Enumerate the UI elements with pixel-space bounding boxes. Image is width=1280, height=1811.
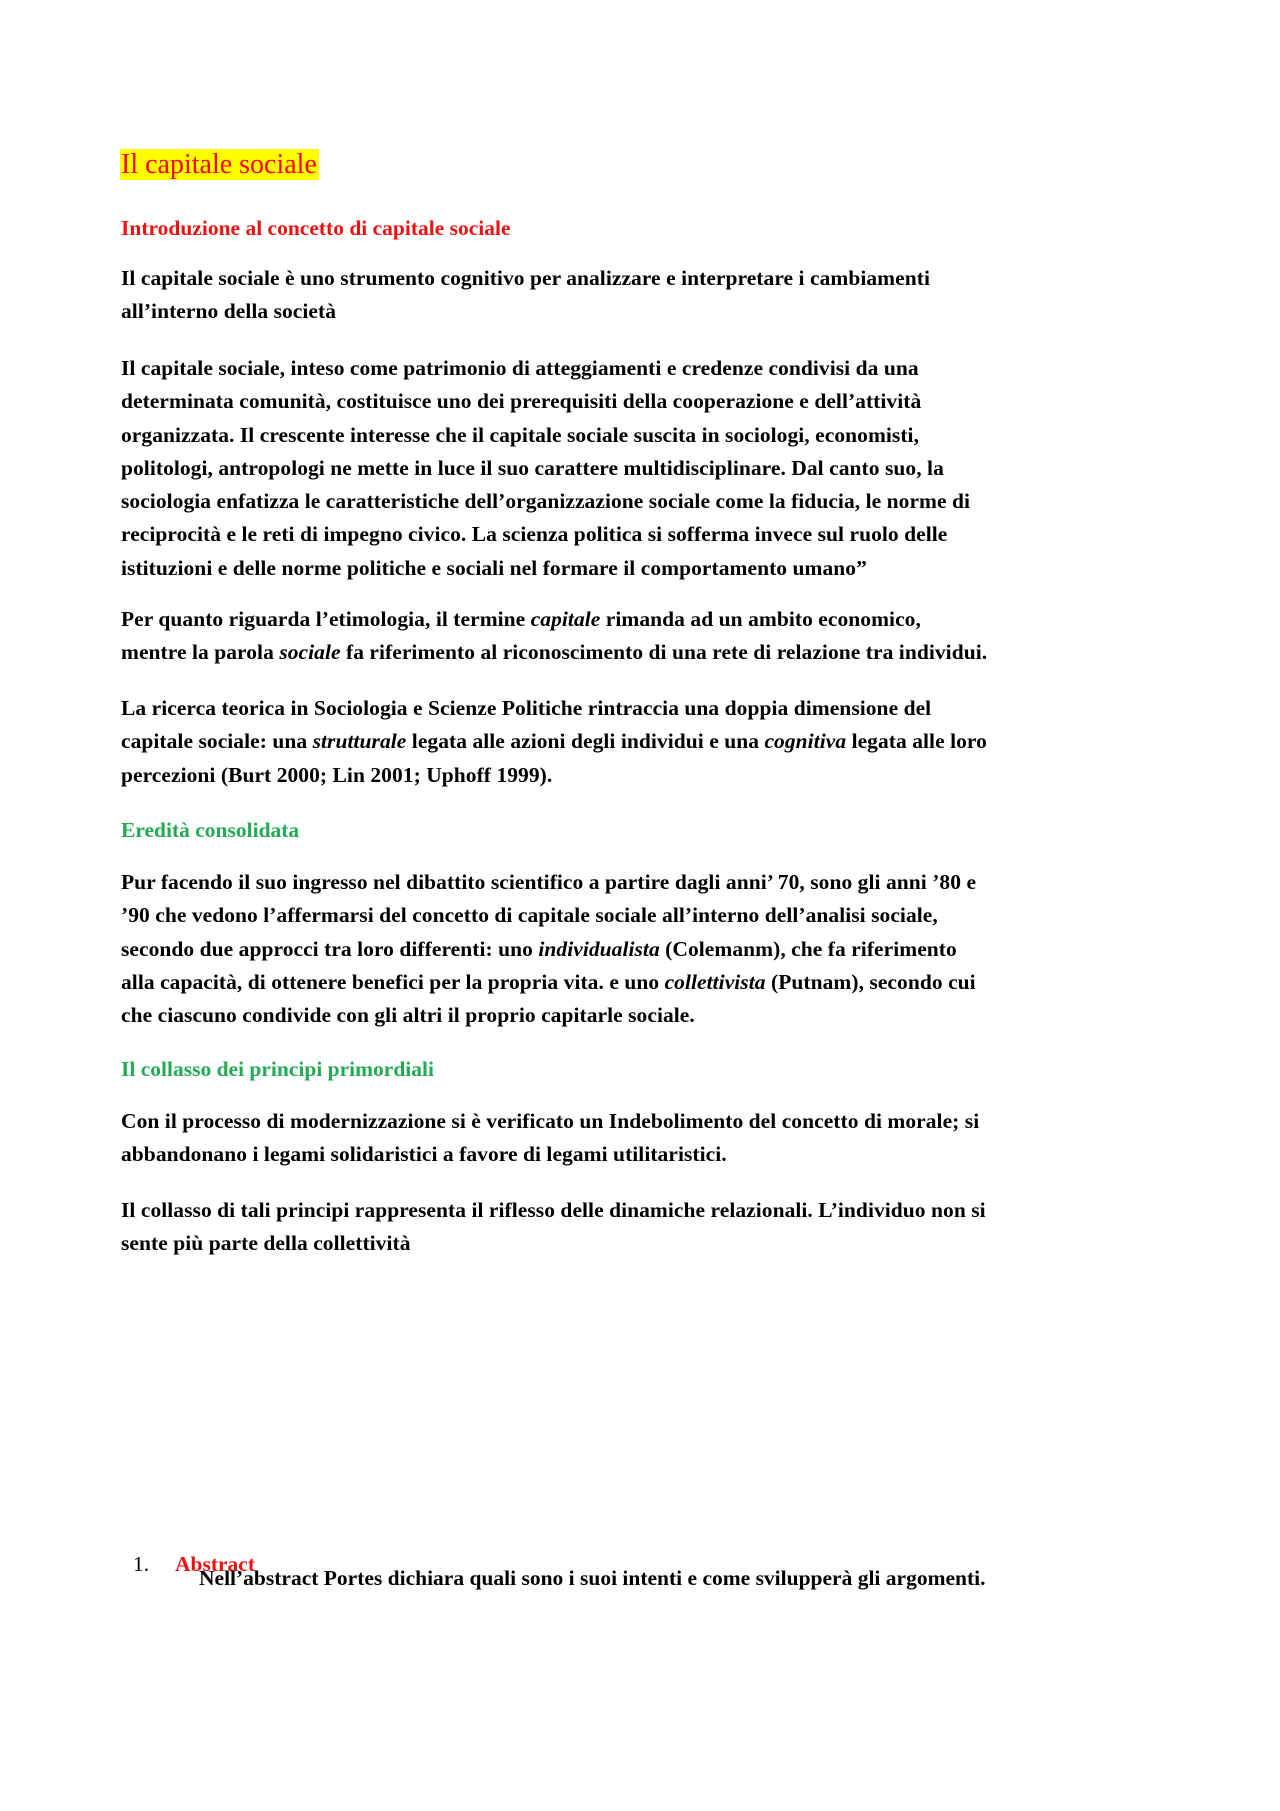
paragraph-abstract: Nell’abstract Portes dichiara quali sono i suoi intenti e come svilupperà gli argomenti. [199,1566,986,1590]
text-line: Il collasso di tali principi rappresenta il riflesso delle dinamiche relazionali. L’individuo non si [121,1198,986,1222]
paragraph-patrimonio [121,352,1171,585]
text-run: capitale sociale: una [121,729,313,754]
text-run: mentre la parola [121,640,280,665]
italic-term-individualista: individualista [538,936,660,961]
text-line: La ricerca teorica in Sociologia e Scienze Politiche rintraccia una doppia dimensione del [121,696,932,720]
text-line: che ciascuno condivide con gli altri il proprio capitarle sociale. [121,1003,695,1028]
title-highlight: Il capitale sociale [121,149,317,180]
italic-term-strutturale: strutturale [312,729,407,754]
text-line: all’interno della società [121,299,337,324]
text-line: reciprocità e le reti di impegno civico. La scienza politica si sofferma invece sul ruolo delle [121,522,948,547]
text-line: abbandonano i legami solidaristici a favore di legami utilitaristici. [121,1142,727,1167]
paragraph-etimologia [121,603,1171,670]
text-line: Il capitale sociale è uno strumento cognitivo per analizzare e interpretare i cambiamenti [121,266,930,290]
text-line: politologi, antropologi ne mette in luce il suo carattere multidisciplinare. Dal canto suo, la [121,455,944,480]
text-line: istituzioni e delle norme politiche e sociali nel formare il comportamento umano” [121,555,867,580]
text-run: fa riferimento al riconoscimento di una rete di relazione tra individui. [340,640,988,665]
list-number: 1. [133,1552,150,1576]
text-line: organizzata. Il crescente interesse che il capitale sociale suscita in sociologi, economisti, [121,422,920,447]
italic-term-sociale: sociale [279,640,341,665]
text-run: legata alle azioni degli individui e una [406,729,765,754]
text-run: Per quanto riguarda l’etimologia, il termine [121,607,531,631]
list-label: Abstract [175,1552,256,1576]
text-line: percezioni (Burt 2000; Lin 2001; Uphoff 1999). [121,762,553,787]
text-line: Pur facendo il suo ingresso nel dibattito scientifico a partire dagli anni’ 70, sono gli anni ’80 e [121,870,977,894]
paragraph-eredita [121,866,1171,1032]
italic-term-capitale: capitale [530,607,601,631]
text-line: sente più parte della collettività [121,1231,411,1256]
text-run: alla capacità, di ottenere benefici per la propria vita. e uno [121,969,665,994]
text-run: legata alle loro [846,729,987,754]
italic-term-cognitiva: cognitiva [764,729,847,754]
italic-term-collettivista: collettivista [664,969,766,994]
paragraph-modernizzazione [121,1105,1171,1172]
document-title [120,147,319,183]
paragraph-ricerca [121,692,1171,792]
paragraph-collasso [121,1194,1171,1261]
text-run: (Colemanm), che fa riferimento [659,936,957,961]
text-line: Con il processo di modernizzazione si è verificato un Indebolimento del concetto di morale; si [121,1109,980,1133]
collasso-heading: Il collasso dei principi primordiali [121,1057,434,1081]
paragraph-definition [121,262,1171,329]
eredita-heading: Eredità consolidata [121,818,300,842]
text-line: sociologia enfatizza le caratteristiche dell’organizzazione sociale come la fiducia, le norme di [121,489,971,514]
text-line: determinata comunità, costituisce uno dei prerequisiti della cooperazione e dell’attività [121,389,922,414]
text-line: ’90 che vedono l’affermarsi del concetto di capitale sociale all’interno dell’analisi sociale, [121,903,938,928]
text-run: rimanda ad un ambito economico, [600,607,921,631]
text-run: secondo due approcci tra loro differenti: uno [121,936,539,961]
text-line: Il capitale sociale, inteso come patrimonio di atteggiamenti e credenze condivisi da una [121,356,919,380]
intro-heading: Introduzione al concetto di capitale sociale [121,216,511,240]
text-run: (Putnam), secondo cui [765,969,976,994]
